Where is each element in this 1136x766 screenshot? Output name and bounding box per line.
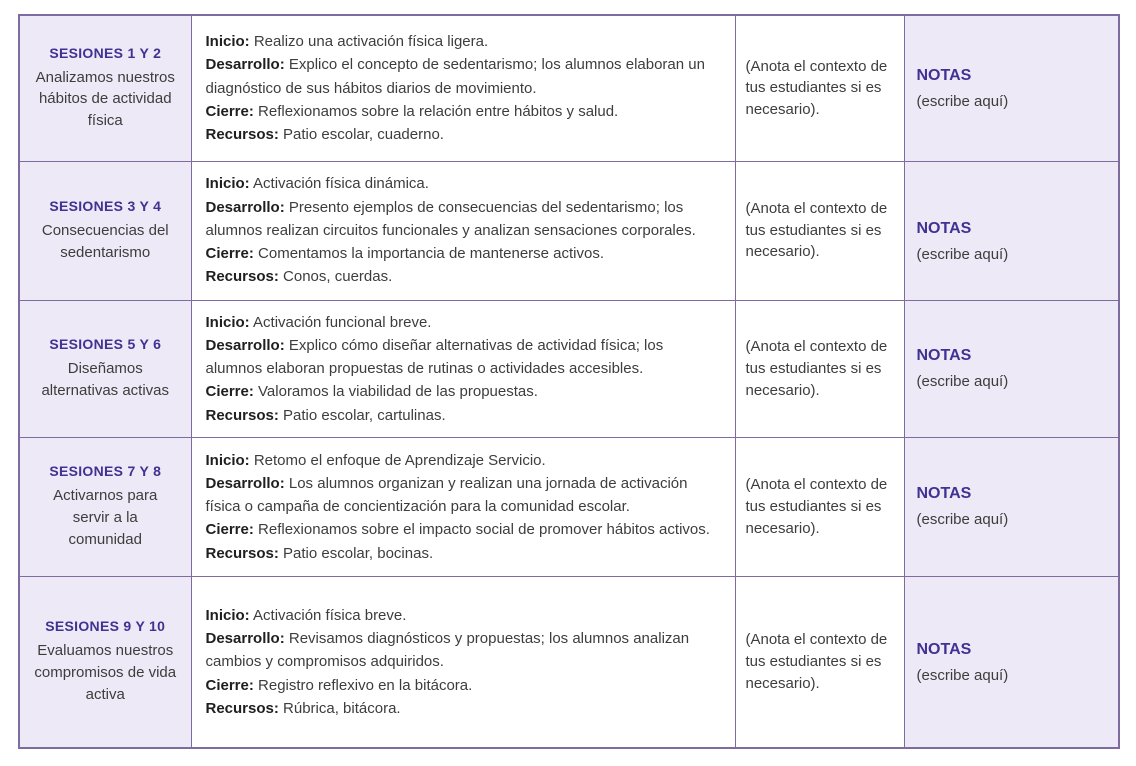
activity-label: Inicio: <box>205 606 250 624</box>
activity-label: Recursos: <box>205 699 279 717</box>
activity-text: Activación funcional breve. <box>253 313 432 331</box>
activities-cell <box>191 300 735 437</box>
activity-line <box>206 30 721 53</box>
activity-label: Desarrollo: <box>205 336 285 354</box>
activity-line <box>206 674 721 697</box>
activity-line <box>206 472 721 519</box>
activity-line <box>206 697 721 720</box>
notes-title: NOTAS <box>916 485 972 503</box>
activity-text: Reflexionamos sobre la relación entre hábitos y salud. <box>258 102 619 120</box>
session-header-cell <box>19 15 191 161</box>
activity-text: Patio escolar, cuaderno. <box>283 126 444 144</box>
activity-text: Valoramos la viabilidad de las propuestas. <box>258 383 538 401</box>
activities-cell <box>191 576 735 748</box>
activity-label: Cierre: <box>205 676 254 694</box>
session-title: SESIONES 7 Y 8 <box>49 463 162 480</box>
session-row <box>19 300 1119 437</box>
lesson-plan-table <box>18 14 1120 749</box>
activity-label: Inicio: <box>205 451 250 469</box>
context-cell <box>735 300 904 437</box>
activity-line <box>206 265 721 288</box>
session-header-cell <box>19 437 191 576</box>
activity-text: Activación física breve. <box>253 606 407 624</box>
session-title: SESIONES 1 Y 2 <box>49 44 162 61</box>
activity-text: Explico cómo diseñar alternativas de actividad física; los alumnos elaboran propuestas de rutinas o actividades accesibles. <box>205 336 664 377</box>
activity-text: Revisamos diagnósticos y propuestas; los alumnos analizan cambios y compromisos adquiridos. <box>205 630 690 671</box>
activity-line <box>206 53 721 100</box>
activity-text: Explico el concepto de sedentarismo; los alumnos elaboran un diagnóstico de sus hábitos diarios de movimiento. <box>205 56 705 97</box>
activity-label: Desarrollo: <box>205 474 285 492</box>
notes-cell[interactable] <box>904 300 1119 437</box>
activity-line <box>206 123 721 146</box>
session-subtitle: Consecuencias del sedentarismo <box>41 221 169 261</box>
activity-line <box>206 334 721 381</box>
activity-text: Los alumnos organizan y realizan una jornada de activación física o campaña de concientización para la comunidad escolar. <box>205 474 688 516</box>
activity-label: Recursos: <box>205 268 279 286</box>
session-row <box>19 576 1119 748</box>
session-title: SESIONES 3 Y 4 <box>49 197 162 214</box>
activity-text: Patio escolar, bocinas. <box>283 544 434 562</box>
activity-text: Comentamos la importancia de mantenerse activos. <box>258 245 605 263</box>
activity-text: Retomo el enfoque de Aprendizaje Servicio. <box>253 451 546 469</box>
context-note: (Anota el contexto de tus estudiantes si es necesario). <box>745 476 888 537</box>
activity-text: Reflexionamos sobre el impacto social de promover hábitos activos. <box>258 521 710 539</box>
activity-label: Desarrollo: <box>205 630 285 648</box>
activity-line <box>206 404 721 427</box>
activity-label: Desarrollo: <box>205 198 285 216</box>
session-row <box>19 437 1119 576</box>
session-header-cell <box>19 161 191 300</box>
notes-title: NOTAS <box>916 347 972 365</box>
activity-label: Desarrollo: <box>205 56 285 74</box>
session-title: SESIONES 9 Y 10 <box>45 618 166 635</box>
activity-label: Inicio: <box>205 313 250 331</box>
notes-title: NOTAS <box>916 640 972 658</box>
session-row <box>19 15 1119 161</box>
notes-title: NOTAS <box>916 66 972 84</box>
activity-label: Inicio: <box>205 33 250 51</box>
activity-text: Conos, cuerdas. <box>283 268 393 286</box>
context-cell <box>735 576 904 748</box>
activities-cell <box>191 437 735 576</box>
context-cell <box>735 161 904 300</box>
activity-line <box>206 242 721 265</box>
activity-line <box>206 196 721 243</box>
activities-cell <box>191 161 735 300</box>
activity-label: Recursos: <box>205 406 279 424</box>
context-cell <box>735 15 904 161</box>
notes-placeholder: (escribe aquí) <box>916 246 1009 263</box>
session-row <box>19 161 1119 300</box>
context-cell <box>735 437 904 576</box>
activity-label: Cierre: <box>205 245 254 263</box>
notes-placeholder: (escribe aquí) <box>916 511 1009 529</box>
activity-text: Patio escolar, cartulinas. <box>283 406 446 424</box>
notes-cell[interactable] <box>904 576 1119 748</box>
activity-text: Rúbrica, bitácora. <box>283 699 401 717</box>
session-subtitle: Activarnos para servir a la comunidad <box>53 487 158 548</box>
notes-title: NOTAS <box>916 220 972 237</box>
session-header-cell <box>19 300 191 437</box>
activity-line <box>206 604 721 627</box>
session-header-cell <box>19 576 191 748</box>
activity-line <box>206 311 721 334</box>
activities-cell <box>191 15 735 161</box>
activity-label: Inicio: <box>205 175 250 193</box>
activity-line <box>206 518 721 541</box>
activity-text: Registro reflexivo en la bitácora. <box>258 676 473 694</box>
activity-text: Realizo una activación física ligera. <box>253 33 489 51</box>
notes-placeholder: (escribe aquí) <box>916 373 1009 391</box>
session-subtitle: Analizamos nuestros hábitos de actividad física <box>35 68 175 130</box>
activity-line <box>206 627 721 674</box>
context-note: (Anota el contexto de tus estudiantes si es necesario). <box>745 631 888 692</box>
context-note: (Anota el contexto de tus estudiantes si es necesario). <box>745 338 888 399</box>
notes-cell[interactable] <box>904 15 1119 161</box>
session-title: SESIONES 5 Y 6 <box>49 335 162 352</box>
session-subtitle: Evaluamos nuestros compromisos de vida activa <box>34 642 177 703</box>
activity-label: Recursos: <box>205 544 279 562</box>
notes-cell[interactable] <box>904 161 1119 300</box>
activity-text: Activación física dinámica. <box>253 175 429 193</box>
activity-line <box>206 449 721 472</box>
activity-label: Cierre: <box>205 102 254 120</box>
context-note: (Anota el contexto de tus estudiantes si es necesario). <box>745 57 888 119</box>
notes-cell[interactable] <box>904 437 1119 576</box>
notes-placeholder: (escribe aquí) <box>916 92 1009 110</box>
activity-label: Cierre: <box>205 521 254 539</box>
activity-text: Presento ejemplos de consecuencias del sedentarismo; los alumnos realizan circuitos funcionales y analizan sensaciones corporales. <box>205 198 696 239</box>
context-note: (Anota el contexto de tus estudiantes si es necesario). <box>745 199 888 261</box>
activity-line <box>206 100 721 123</box>
activity-line <box>206 542 721 565</box>
activity-line <box>206 172 721 195</box>
activity-label: Recursos: <box>205 126 279 144</box>
session-subtitle: Diseñamos alternativas activas <box>41 359 170 399</box>
activity-label: Cierre: <box>205 383 254 401</box>
activity-line <box>206 380 721 403</box>
notes-placeholder: (escribe aquí) <box>916 666 1009 684</box>
